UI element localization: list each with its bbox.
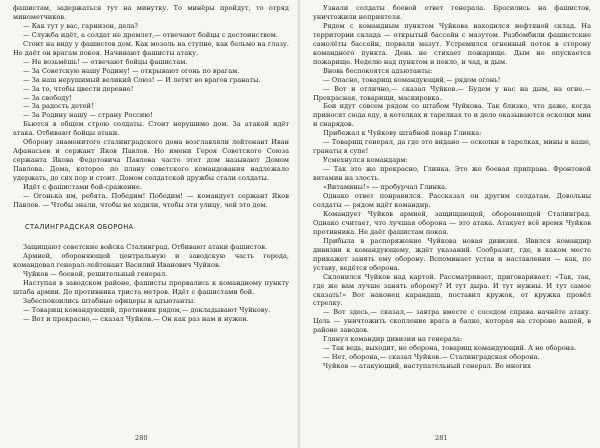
paragraph: Чуйков — боевой, решительный генерал.	[23, 269, 168, 278]
paragraph: — Опасно, товарищ командующий,— рядом огонь!	[323, 75, 501, 84]
paragraph: Защищают советские войска Сталинград. Отбивают атаки фашистов.	[23, 242, 268, 251]
paragraph: — Так это же прекрасно, Глинка. Это же боевая приправа. Фронтовой витамин на злость.	[313, 165, 591, 183]
paragraph: фашистам, задержаться тут на минутку. То минёры пройдут, то отряд минометчиков.	[13, 4, 289, 21]
paragraph: Забеспокоились штабные офицеры и адъютанты.	[23, 296, 196, 305]
paragraph: Склонился Чуйков над картой. Рассматривает, приговаривает: «Так, так, где же вам лучше занять оборону? И тут дыра. И тут нужны. И тут самое сказать!» Вот наконец карандаш, поставил кружок, от кружка провёл стрелку.	[313, 272, 591, 308]
paragraph: — Как тут у вас, гарнизон, дела?	[23, 21, 138, 30]
paragraph: — За свободу!	[23, 93, 72, 102]
paragraph: Прибежал к Чуйкову штабной повар Глинка:	[323, 129, 482, 138]
paragraph: — Нет, оборона,— сказал Чуйков.— Сталинградская оборона.	[323, 353, 540, 362]
paragraph: Бои идут совсем рядом со штабом Чуйкова. Так близко, что даже, когда приносят сюда еду, в котелках и тарелках то и дело оказываются осколки мин и снарядов.	[313, 102, 591, 129]
paragraph: Оборону знаменитого сталинградского дома возглавляли лейтенант Иван Афанасьев и сержант Яков Павлов. Но имени Героя Советского Союза сержанта Якова Федотовича Павлова часто этот дом называют Домом Павлова. Дома, которое по плану советского командования надлежало удержать, до сих пор и стоит. Домом солдатской дружбы стали солдаты.	[13, 138, 289, 183]
paragraph: Прибыла в распоряжение Чуйкова новая дивизия. Явился командир дивизии к командующему, ждёт указаний. Сообразит, где, в каком месте прикажет занять ему оборону. Вспоминает устав и наставления — как, по уставу, ведётся оборона.	[313, 236, 591, 272]
paragraph: — За Родину нашу — страну Россию!	[23, 111, 153, 120]
page-number-left: 280	[135, 434, 148, 442]
paragraph: Рядом с командным пунктом Чуйкова находился нефтяной склад. На территории склада — открытый бассейн с мазутом. Разбомбили фашистские самолёты бассейн, порвали мазут. Устремился огненный поток в сторону командного пункта. День не стихает пожарище. Дым не опускается пожарище. Неделю над пунктом и пекло, и чад, и дым.	[313, 21, 591, 66]
paragraph: Чуйков — атакующий, наступательный генерал. Во многих	[323, 362, 531, 371]
paragraph: Армией, обороняющей центральную и заводскую часть города, командовал генерал-лейтенант Василий Иванович Чуйков.	[13, 251, 289, 269]
paragraph: — За то, чтобы цвести деревне!	[23, 84, 134, 93]
paragraph: «Витамины!» — пробурчал Глинка.	[323, 183, 448, 192]
page-number-right: 281	[435, 434, 448, 442]
paragraph: — Так ведь, выходит, не оборона, товарищ командующий. А не оборона.	[323, 344, 577, 353]
paragraph: — Вот и отлично,— сказал Чуйков.— Будем у нас на дым, на огне.— Прекрасная, товарищи, маскировка.	[313, 84, 591, 102]
paragraph: — За радость детей!	[23, 102, 94, 111]
right-page	[300, 0, 600, 448]
paragraph: — Служба идёт, а солдат не дремлет,— отвечают бойцы с достоинством.	[23, 30, 278, 39]
paragraph: Бьются в общем строю солдаты. Стоит нерушимо дом. За атакой идёт атака. Отбивают бойцы атаки.	[13, 120, 289, 138]
right-page-text	[313, 4, 591, 371]
paragraph: Наступая в заводском районе, фашисты прорвались к командному пункту штаба армии. До противника триста метров. Идёт с фашистами бой.	[13, 278, 289, 296]
paragraph: — Вот здесь,— сказал,— завтра вместе с соседом справа начнёте атаку. Цель — уничтожить скопление врага в балке, которая на стороне вашей, в районе заводов.	[313, 308, 591, 335]
paragraph: Узнали солдаты боевой ответ генерала. Бросились на фашистов, уничтожили неприятеля.	[313, 4, 591, 21]
paragraph: — Товарищ командующий, противник рядом,— докладывают Чуйкову.	[23, 305, 271, 314]
paragraph: — Не возьмёшь! — отвечают бойцы фашистам.	[23, 57, 188, 66]
paragraph: Командует Чуйков армией, защищающей, обороняющей Сталинград. Однако считает, что лучшая оборона — это атака. Атакует всё время Чуйков противника. Не даёт фашистам покоя.	[313, 209, 591, 236]
paragraph: Вновь беспокоятся адъютанты:	[323, 66, 433, 75]
paragraph: Стоит на виду у фашистов дом. Как мозоль на ступне, как бельмо на глазу. Не даёт он врагам покоя. Начинают фашисты атаку.	[13, 39, 289, 57]
paragraph: — Товарищ генерал, да где это видано — осколки в тарелках, мины в каше, гранаты в супе!	[313, 138, 591, 156]
paragraph: — Вот и прекрасно,— сказал Чуйков.— Он как раз нам и нужен.	[23, 314, 249, 323]
left-page-text-bottom	[13, 243, 289, 324]
paragraph: — За наш нерушимый великий Союз! — И летят во врагов гранаты.	[23, 75, 261, 84]
left-page-text-top	[13, 4, 289, 210]
paragraph: Однако ответ понравился. Рассказал он другим солдатам. Довольны солдаты — рядом идёт командир.	[313, 192, 591, 209]
paragraph: Усмехнулся командарм:	[323, 156, 408, 165]
paragraph: Глянул командир дивизии на генерала:	[323, 335, 463, 344]
section-heading: СТАЛИНГРАДСКАЯ ОБОРОНА	[25, 222, 134, 231]
paragraph: — За Советскую нашу Родину! — открывают огонь по врагам.	[23, 66, 240, 75]
paragraph: Идёт с фашистами бой-сражение.	[23, 183, 142, 192]
paragraph: — Огонька им, ребята. Победим! Победим! — командует сержант Яков Павлов. — Чтобы знали, чтобы не ходили, чтобы эти улицу, чей это дом.	[13, 192, 289, 209]
